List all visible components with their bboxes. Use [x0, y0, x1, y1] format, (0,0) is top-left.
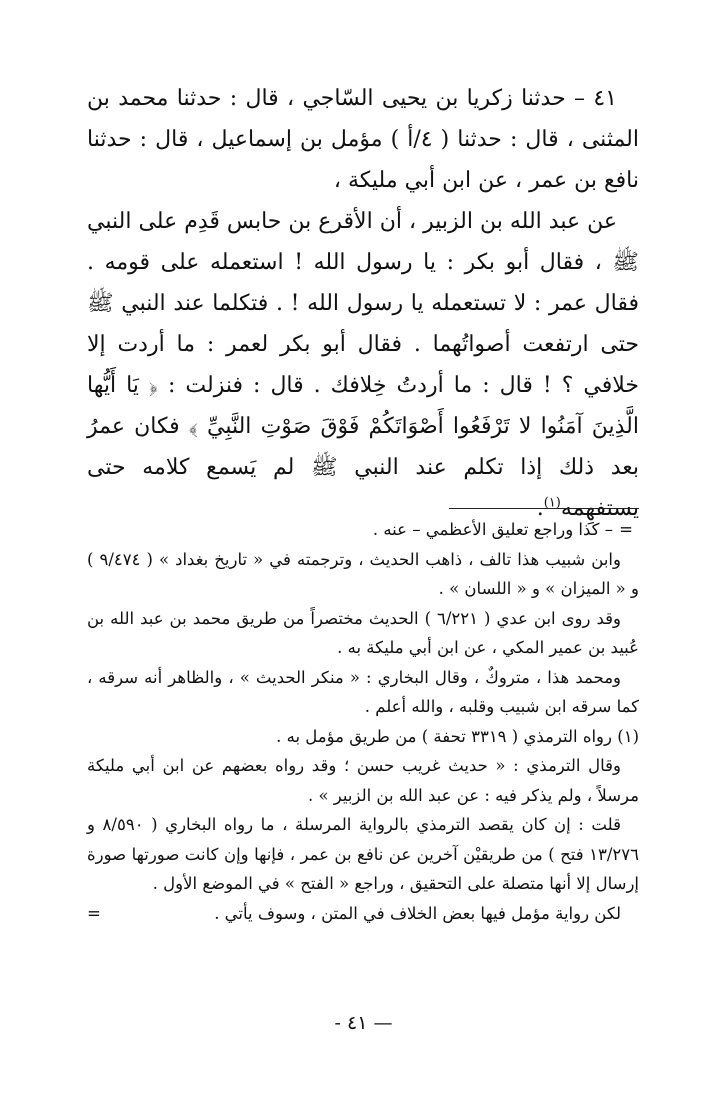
footnote-one: (١) رواه الترمذي ( ٣٣١٩ تحفة ) من طريق مؤمل به .	[276, 726, 639, 746]
continuation-mark: =	[619, 520, 633, 539]
footnote-line: – كذا وراجع تعليق الأعظمي – عنه .	[372, 520, 613, 539]
footnote-line: وقد روى ابن عدي ( ٦/٢٢١ ) الحديث مختصراً من طريق محمد بن عبد الله بن عُبيد بن عمير المكي ، عن ابن أبي مليكة به .	[87, 608, 639, 657]
footnote-reference: (١)	[543, 495, 561, 511]
footnote-continuation	[87, 515, 639, 545]
footnote-line: ومحمد هذا ، متروكٌ ، وقال البخاري : « منكر الحديث » ، والظاهر أنه سرقه ، كما سرقه ابن شبيب وقلبه ، والله أعلم .	[87, 667, 639, 716]
hadith-matn: عن عبد الله بن الزبير ، أن الأقرع بن حابس قَدِم على النبي ﷺ ، فقال أبو بكر : يا رسول الله ! استعمله على قومه . فقال عمر : لا تستعمله يا رسول الله ! . فتكلما عند النبي ﷺ حتى ارتفعت أصواتُهما . فقال أبو بكر لعمر : ما أردت إلا خلافي ؟ ! قال : ما أردتُ خِلافك . قال : فنزلت : ﴿ يَا أَيُّها الَّذِينَ آمَنُوا لا تَرْفَعُوا أَصْوَاتَكُمْ فَوْقَ صَوْتِ النَّبِيِّ ﴾ فكان عمرُ بعد ذلك إذا تكلم عند النبي ﷺ لم يَسمع كلامه حتى يستفهِمه$^{(١)}$.	[87, 209, 639, 521]
footnote-last-text: لكن رواية مؤمل فيها بعض الخلاف في المتن ، وسوف يأتي .	[214, 903, 621, 923]
hadith-text	[87, 78, 639, 529]
continuation-end-mark: =	[87, 903, 101, 923]
footnote-separator	[449, 508, 639, 509]
footnote-last-line	[87, 899, 639, 929]
footnote-line: وقال الترمذي : « حديث غريب حسن ؛ وقد رواه بعضهم عن ابن أبي مليكة مرسلاً ، ولم يذكر فيه : عن عبد الله بن الزبير » .	[87, 756, 639, 805]
footnote-line: وابن شبيب هذا تالف ، ذاهب الحديث ، وترجمته في « تاريخ بغداد » ( ٩/٤٧٤ ) و « الميزان » و « اللسان » .	[87, 549, 639, 598]
hadith-isnad: ٤١ – حدثنا زكريا بن يحيى السّاجي ، قال : حدثنا محمد بن المثنى ، قال : حدثنا ( ٤/أ ) مؤمل بن إسماعيل ، قال : حدثنا نافع بن عمر ، عن ابن أبي مليكة ،	[87, 86, 639, 193]
page-number: — ٤١ -	[334, 1012, 393, 1034]
hadith-matn-text: عن عبد الله بن الزبير ، أن الأقرع بن حابس قَدِم على النبي ﷺ ، فقال أبو بكر : يا رسول الله ! استعمله على قومه . فقال عمر : لا تستعمله يا رسول الله ! . فتكلما عند النبي ﷺ حتى ارتفعت أصواتُهما . فقال أبو بكر لعمر : ما أردت إلا خلافي ؟ ! قال : ما أردتُ خِلافك . قال : فنزلت : ﴿ يَا أَيُّها الَّذِينَ آمَنُوا لا تَرْفَعُوا أَصْوَاتَكُمْ فَوْقَ صَوْتِ النَّبِيِّ ﴾ فكان عمرُ بعد ذلك إذا تكلم عند النبي ﷺ لم يَسمع كلامه حتى يستفهِمه	[87, 209, 639, 521]
footnote-line: قلت : إن كان يقصد الترمذي بالرواية المرسلة ، ما رواه البخاري ( ٨/٥٩٠ و ١٣/٢٧٦ فتح ) من طريقيْن آخرين عن نافع بن عمر ، فإنها وإن كانت صورتها صورة إرسال إلا أنها متصلة على التحقيق ، وراجع « الفتح » في الموضع الأول .	[87, 815, 639, 893]
footnotes	[87, 515, 639, 928]
